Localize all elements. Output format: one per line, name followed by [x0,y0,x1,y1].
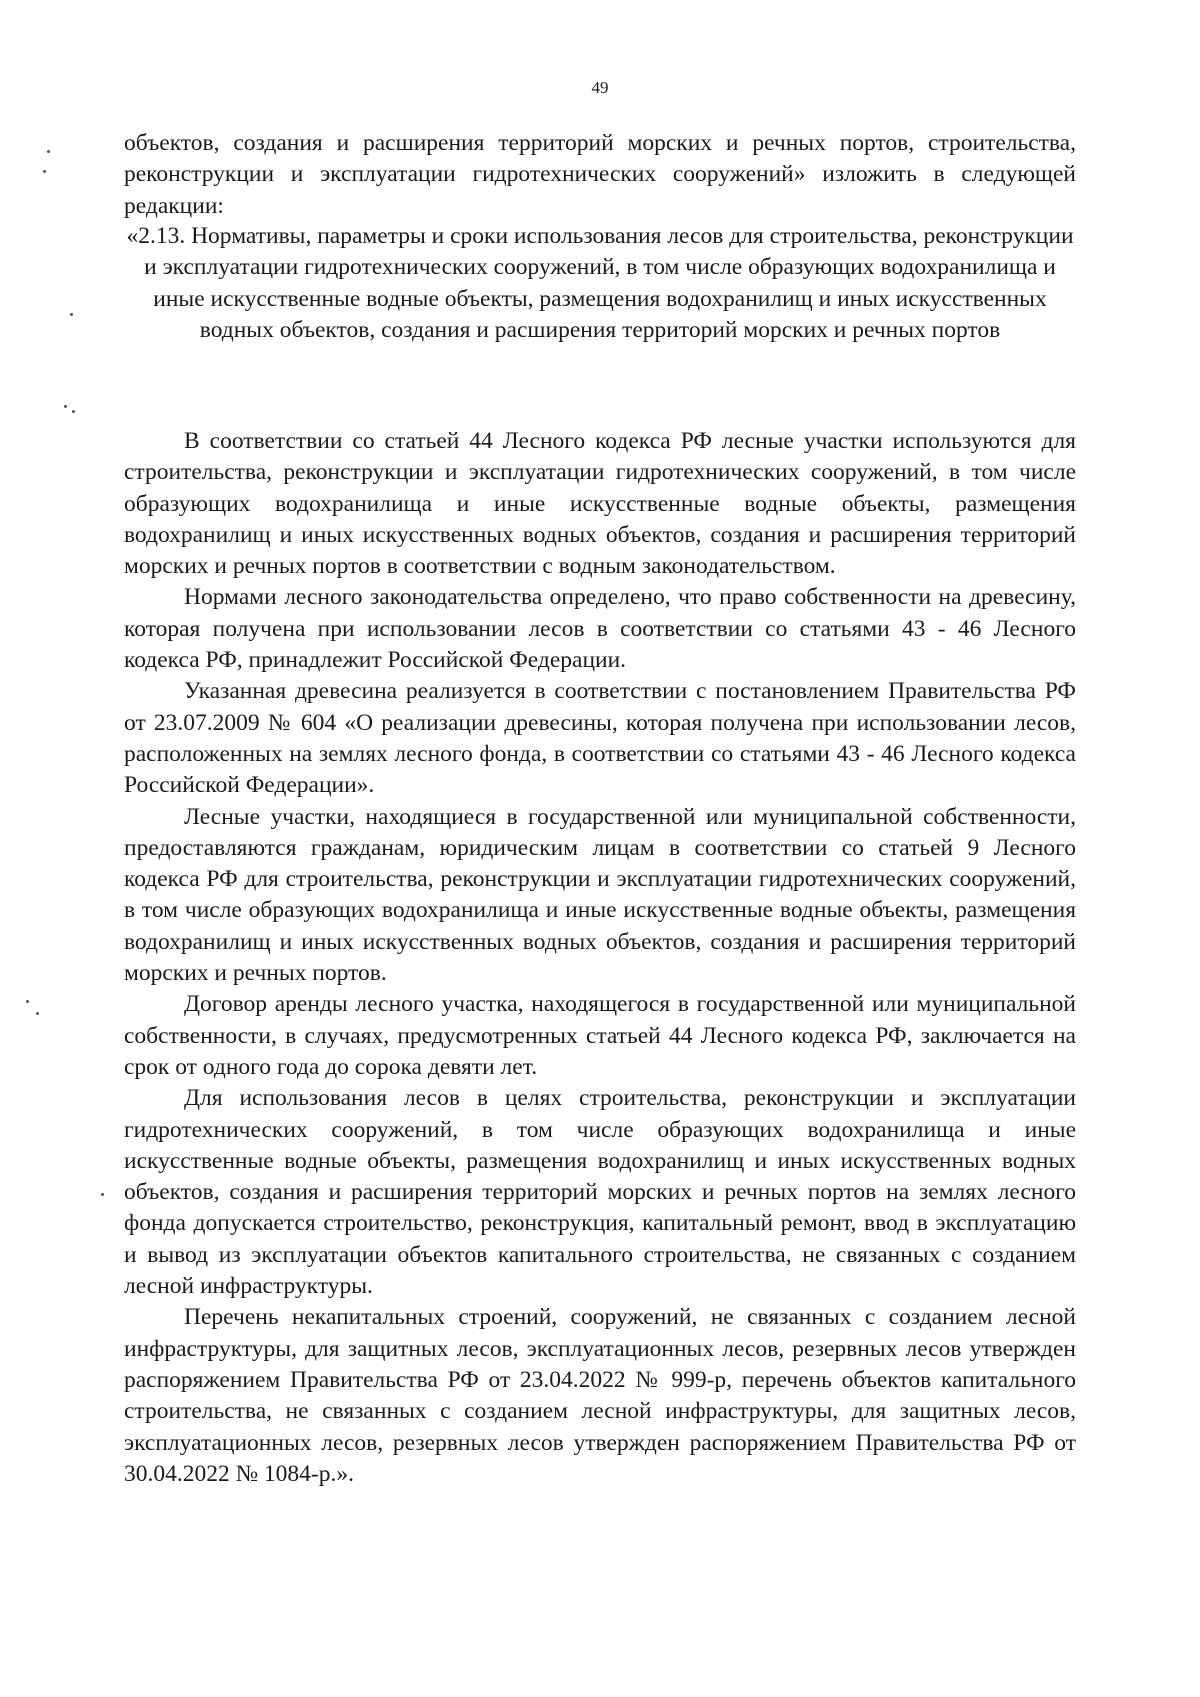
scan-speck [70,313,73,316]
section-heading: «2.13. Нормативы, параметры и сроки использования лесов для строительства, реконструкции и эксплуатации гидротехнических сооружений, в том числе образующих водохранилища и иные искусственные водные объекты, размещения водохранилищ и иных искусственных водных объектов, создания и расширения территорий морских и речных портов [126,223,1074,343]
scan-speck [36,1012,39,1015]
paragraph-wood-ownership: Нормами лесного законодательства определено, что право собственности на древесину, которая получена при использовании лесов в соответствии со статьями 43 - 46 Лесного кодекса РФ, принадлежит Российской Федерации. [124,584,1076,674]
scan-speck [72,410,75,413]
page-number: 49 [591,78,609,97]
intro-paragraph: объектов, создания и расширения территорий морских и речных портов, строительства, реконструкции и эксплуатации гидротехнических сооружений» изложить в следующей редакции: [124,130,1076,219]
paragraph-construction-permitted: Для использования лесов в целях строительства, реконструкции и эксплуатации гидротехнических сооружений, в том числе образующих водохранилища и иные искусственные водные объекты, размещения водохранилищ и иных искусственных водных объектов, создания и расширения территорий морских и речных портов на землях лесного фонда допускается строительство, реконструкция, капитальный ремонт, ввод в эксплуатацию и вывод из эксплуатации объектов капитального строительства, не связанных с созданием лесной инфраструктуры. [124,1085,1076,1300]
scan-speck [26,1000,29,1003]
paragraph-lists-approved: Перечень некапитальных строений, сооружений, не связанных с созданием лесной инфраструктуры, для защитных лесов, эксплуатационных лесов, резервных лесов утвержден распоряжением Правительства РФ от 23.04.2022 № 999-р, перечень объектов капитального строительства, не связанных с созданием лесной инфраструктуры, для защитных лесов, эксплуатационных лесов, резервных лесов утвержден распоряжением Правительства РФ от 30.04.2022 № 1084-р.». [124,1304,1076,1487]
scan-speck [43,170,46,173]
scan-speck [47,150,50,153]
intro-section [124,128,1076,222]
scan-speck [101,1193,104,1196]
scan-speck [64,405,67,408]
paragraph-wood-sale: Указанная древесина реализуется в соответствии с постановлением Правительства РФ от 23.07.2009 № 604 «О реализации древесины, которая получена при использовании лесов, расположенных на землях лесного фонда, в соответствии со статьями 43 - 46 Лесного кодекса Российской Федерации». [124,678,1076,799]
paragraph-land-provision: Лесные участки, находящиеся в государственной или муниципальной собственности, предоставляются гражданам, юридическим лицам в соответствии со статьей 9 Лесного кодекса РФ для строительства, реконструкции и эксплуатации гидротехнических сооружений, в том числе образующих водохранилища и иные искусственные водные объекты, размещения водохранилищ и иных искусственных водных объектов, создания и расширения территорий морских и речных портов. [124,803,1076,987]
body-section [124,426,1076,1490]
paragraph-article-44: В соответствии со статьей 44 Лесного кодекса РФ лесные участки используются для строительства, реконструкции и эксплуатации гидротехнических сооружений, в том числе образующих водохранилища и иные искусственные водные объекты, размещения водохранилищ и иных искусственных водных объектов, создания и расширения территорий морских и речных портов в соответствии с водным законодательством. [124,428,1076,580]
paragraph-lease-term: Договор аренды лесного участка, находящегося в государственной или муниципальной собственности, в случаях, предусмотренных статьей 44 Лесного кодекса РФ, заключается на срок от одного года до сорока девяти лет. [124,991,1076,1080]
